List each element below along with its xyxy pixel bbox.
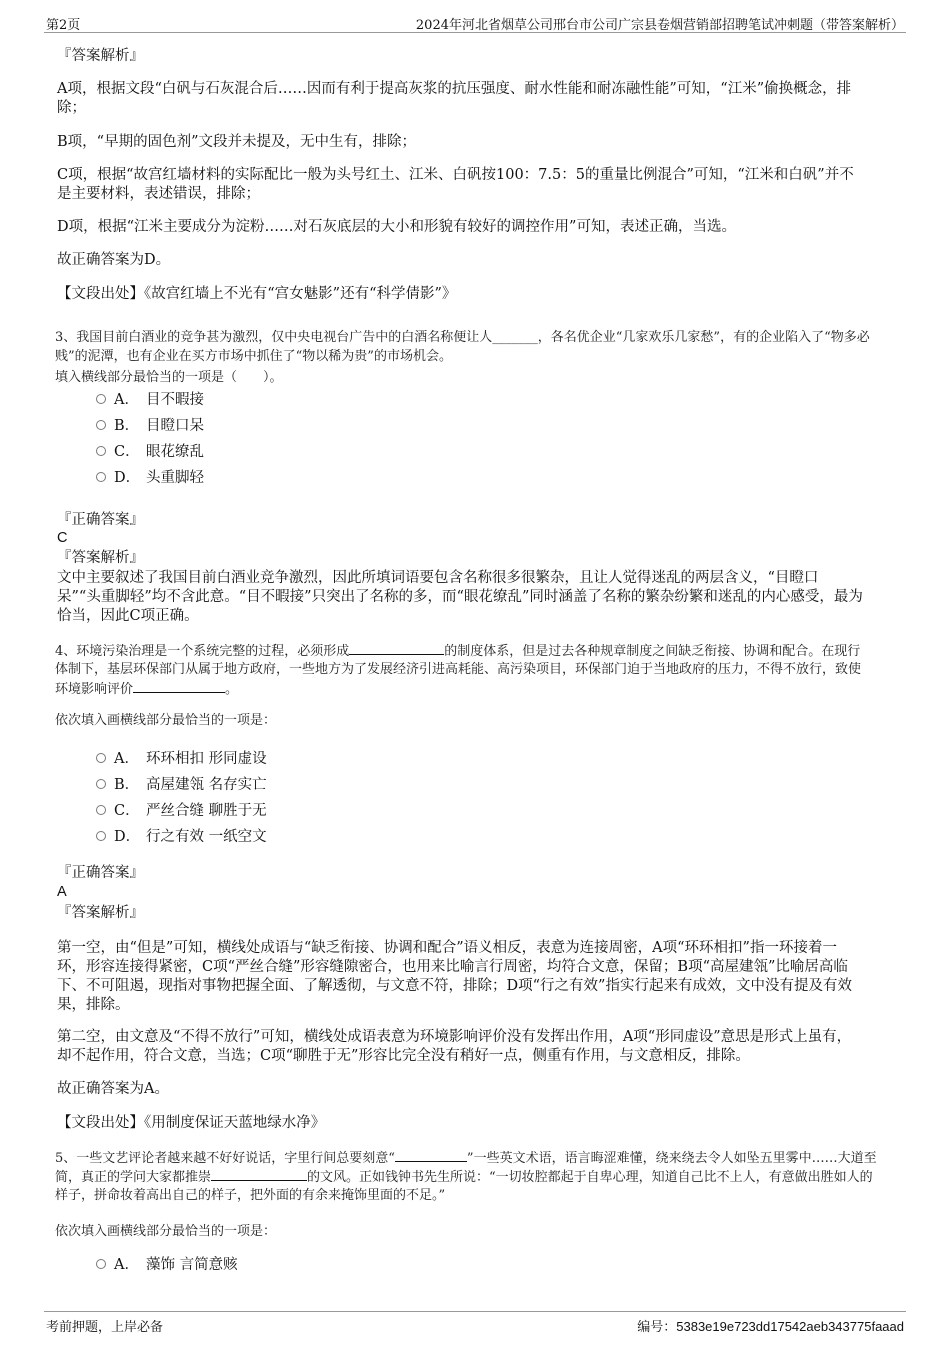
q3-analysis-cont: 呆”“头重脚轻”均不含此意。“目不暇接”只突出了名称的多，而“眼花缭乱”同时涵盖了名称的繁杂纷繁和迷乱的内心感受，最为: [57, 589, 863, 605]
q2-option-a-analysis: A项，根据文段“白矾与石灰混合后……因而有利于提高灰浆的抗压强度、耐水性能和耐冻融性能”可知，“江米”偷换概念，排: [57, 81, 852, 97]
footer-slogan: 考前押题，上岸必备: [46, 1320, 164, 1335]
radio-icon[interactable]: [96, 753, 106, 763]
q3-option-b[interactable]: B． 目瞪口呆: [96, 416, 204, 436]
radio-icon[interactable]: [96, 472, 106, 482]
document-title: 2024年河北省烟草公司邢台市公司广宗县卷烟营销部招聘笔试冲刺题（带答案解析）: [415, 18, 904, 33]
q4-source: 【文段出处】《用制度保证天蓝地绿水净》: [57, 1115, 326, 1131]
radio-icon[interactable]: [96, 446, 106, 456]
q3-prompt: 填入横线部分最恰当的一项是（ ）。: [55, 370, 283, 385]
q2-option-a-analysis-cont: 除；: [57, 100, 86, 116]
radio-icon[interactable]: [96, 394, 106, 404]
q3-stem: 3、我国目前白酒业的竞争甚为激烈，仅中央电视台广告中的白酒名称便让人_______，各名优企业“几家欢乐几家愁”，有的企业陷入了“物多必: [55, 330, 870, 345]
q4-conclusion: 故正确答案为A。: [57, 1081, 169, 1097]
q4-analysis-title: 『答案解析』: [57, 905, 144, 921]
q5-stem-end: 样子，拼命妆着高出自己的样子，把外面的有余来掩饰里面的不足。”: [55, 1188, 446, 1203]
q4-prompt: 依次填入画横线部分最恰当的一项是：: [55, 713, 277, 728]
radio-icon[interactable]: [96, 831, 106, 841]
q3-analysis-title: 『答案解析』: [57, 550, 144, 566]
q4-option-d[interactable]: D． 行之有效 一纸空文: [96, 827, 267, 847]
q3-answer: C: [57, 530, 68, 546]
q3-answer-title: 『正确答案』: [57, 512, 144, 528]
q4-analysis-p1-line4: 果，排除。: [57, 997, 130, 1013]
q4-option-c[interactable]: C． 严丝合缝 聊胜于无: [96, 801, 267, 821]
q5-stem-cont: 简，真正的学问大家都推崇 的文风。正如钱钟书先生所说：“一切妆腔都起于自卑心理，知道自己比不上人，有意做出胜如人的: [55, 1166, 873, 1188]
q2-conclusion: 故正确答案为D。: [57, 252, 171, 268]
q4-analysis-p2-line2: 却不起作用，符合文意，当选；C项“聊胜于无”形容比完全没有稍好一点，侧重有作用，与文意相反，排除。: [57, 1048, 750, 1064]
q3-stem-cont: 贱”的泥潭，也有企业在买方市场中抓住了“物以稀为贵”的市场机会。: [55, 349, 452, 364]
fill-blank: [133, 678, 225, 693]
q4-stem-cont: 体制下，基层环保部门从属于地方政府，一些地方为了发展经济引进高耗能、高污染项目，环保部门迫于当地政府的压力，不得不放行，致使: [55, 662, 862, 677]
q4-option-b[interactable]: B． 高屋建瓴 名存实亡: [96, 775, 267, 795]
q5-prompt: 依次填入画横线部分最恰当的一项是：: [55, 1224, 277, 1239]
fill-blank: [349, 640, 444, 655]
q3-option-c[interactable]: C． 眼花缭乱: [96, 442, 204, 462]
q4-stem-end: 环境影响评价 。: [55, 678, 238, 700]
q2-analysis-title: 『答案解析』: [57, 48, 144, 64]
q4-analysis-p1-line2: 环，形容连接得紧密，C项“严丝合缝”形容缝隙密合，也用来比喻言行周密，均符合文意，保留；B项“高屋建瓴”比喻居高临: [57, 959, 848, 975]
radio-icon[interactable]: [96, 420, 106, 430]
radio-icon[interactable]: [96, 805, 106, 815]
q5-option-a[interactable]: A． 藻饰 言简意赅: [96, 1255, 238, 1275]
q3-analysis-end: 恰当，因此C项正确。: [57, 608, 199, 624]
q3-option-a[interactable]: A． 目不暇接: [96, 390, 204, 410]
page-header: [44, 12, 906, 33]
q2-source: 【文段出处】《故宫红墙上不光有“宫女魅影”还有“科学倩影”》: [57, 286, 457, 302]
q4-stem: 4、环境污染治理是一个系统完整的过程，必须形成 的制度体系，但是过去各种规章制度之间缺乏衔接、协调和配合。在现行: [55, 640, 860, 662]
q4-analysis-p1-line3: 下、不可阻遏，现指对事物把握全面、了解透彻，与文意不符，排除；D项“行之有效”指实行起来有成效，文中没有提及有效: [57, 978, 852, 994]
document-code: 编号：5383e19e723dd17542aeb343775faaad: [637, 1319, 904, 1335]
radio-icon[interactable]: [96, 779, 106, 789]
q4-option-a[interactable]: A． 环环相扣 形同虚设: [96, 749, 267, 769]
q3-option-d[interactable]: D． 头重脚轻: [96, 468, 204, 488]
page-footer: [44, 1311, 906, 1334]
fill-blank: [211, 1166, 307, 1181]
q2-option-b-analysis: B项，“早期的固色剂”文段并未提及，无中生有，排除；: [57, 134, 416, 150]
page-number: 第2页: [46, 18, 81, 33]
q2-option-c-analysis: C项，根据“故宫红墙材料的实际配比一般为头号红土、江米、白矾按100：7.5：5的重量比例混合”可知，“江米和白矾”并不: [57, 167, 854, 183]
fill-blank: [395, 1147, 467, 1162]
q3-analysis: 文中主要叙述了我国目前白酒业竞争激烈，因此所填词语要包含名称很多很繁杂，且让人觉得迷乱的两层含义，“目瞪口: [57, 570, 819, 586]
q2-option-d-analysis: D项，根据“江米主要成分为淀粉……对石灰底层的大小和形貌有较好的调控作用”可知，表述正确，当选。: [57, 219, 736, 235]
q4-answer: A: [57, 884, 67, 900]
q4-answer-title: 『正确答案』: [57, 865, 144, 881]
radio-icon[interactable]: [96, 1259, 106, 1269]
q4-analysis-p1: 第一空，由“但是”可知，横线处成语与“缺乏衔接、协调和配合”语义相反，表意为连接周密，A项“环环相扣”指一环接着一: [57, 940, 837, 956]
q5-stem: 5、一些文艺评论者越来越不好好说话，字里行间总要刻意“ ”一些英文术语，语言晦涩难懂，绕来绕去令人如坠五里雾中……大道至: [55, 1147, 877, 1169]
q2-option-c-analysis-cont: 是主要材料，表述错误，排除；: [57, 186, 260, 202]
q4-analysis-p2: 第二空，由文意及“不得不放行”可知，横线处成语表意为环境影响评价没有发挥出作用，A项“形同虚设”意思是形式上虽有，: [57, 1029, 852, 1045]
